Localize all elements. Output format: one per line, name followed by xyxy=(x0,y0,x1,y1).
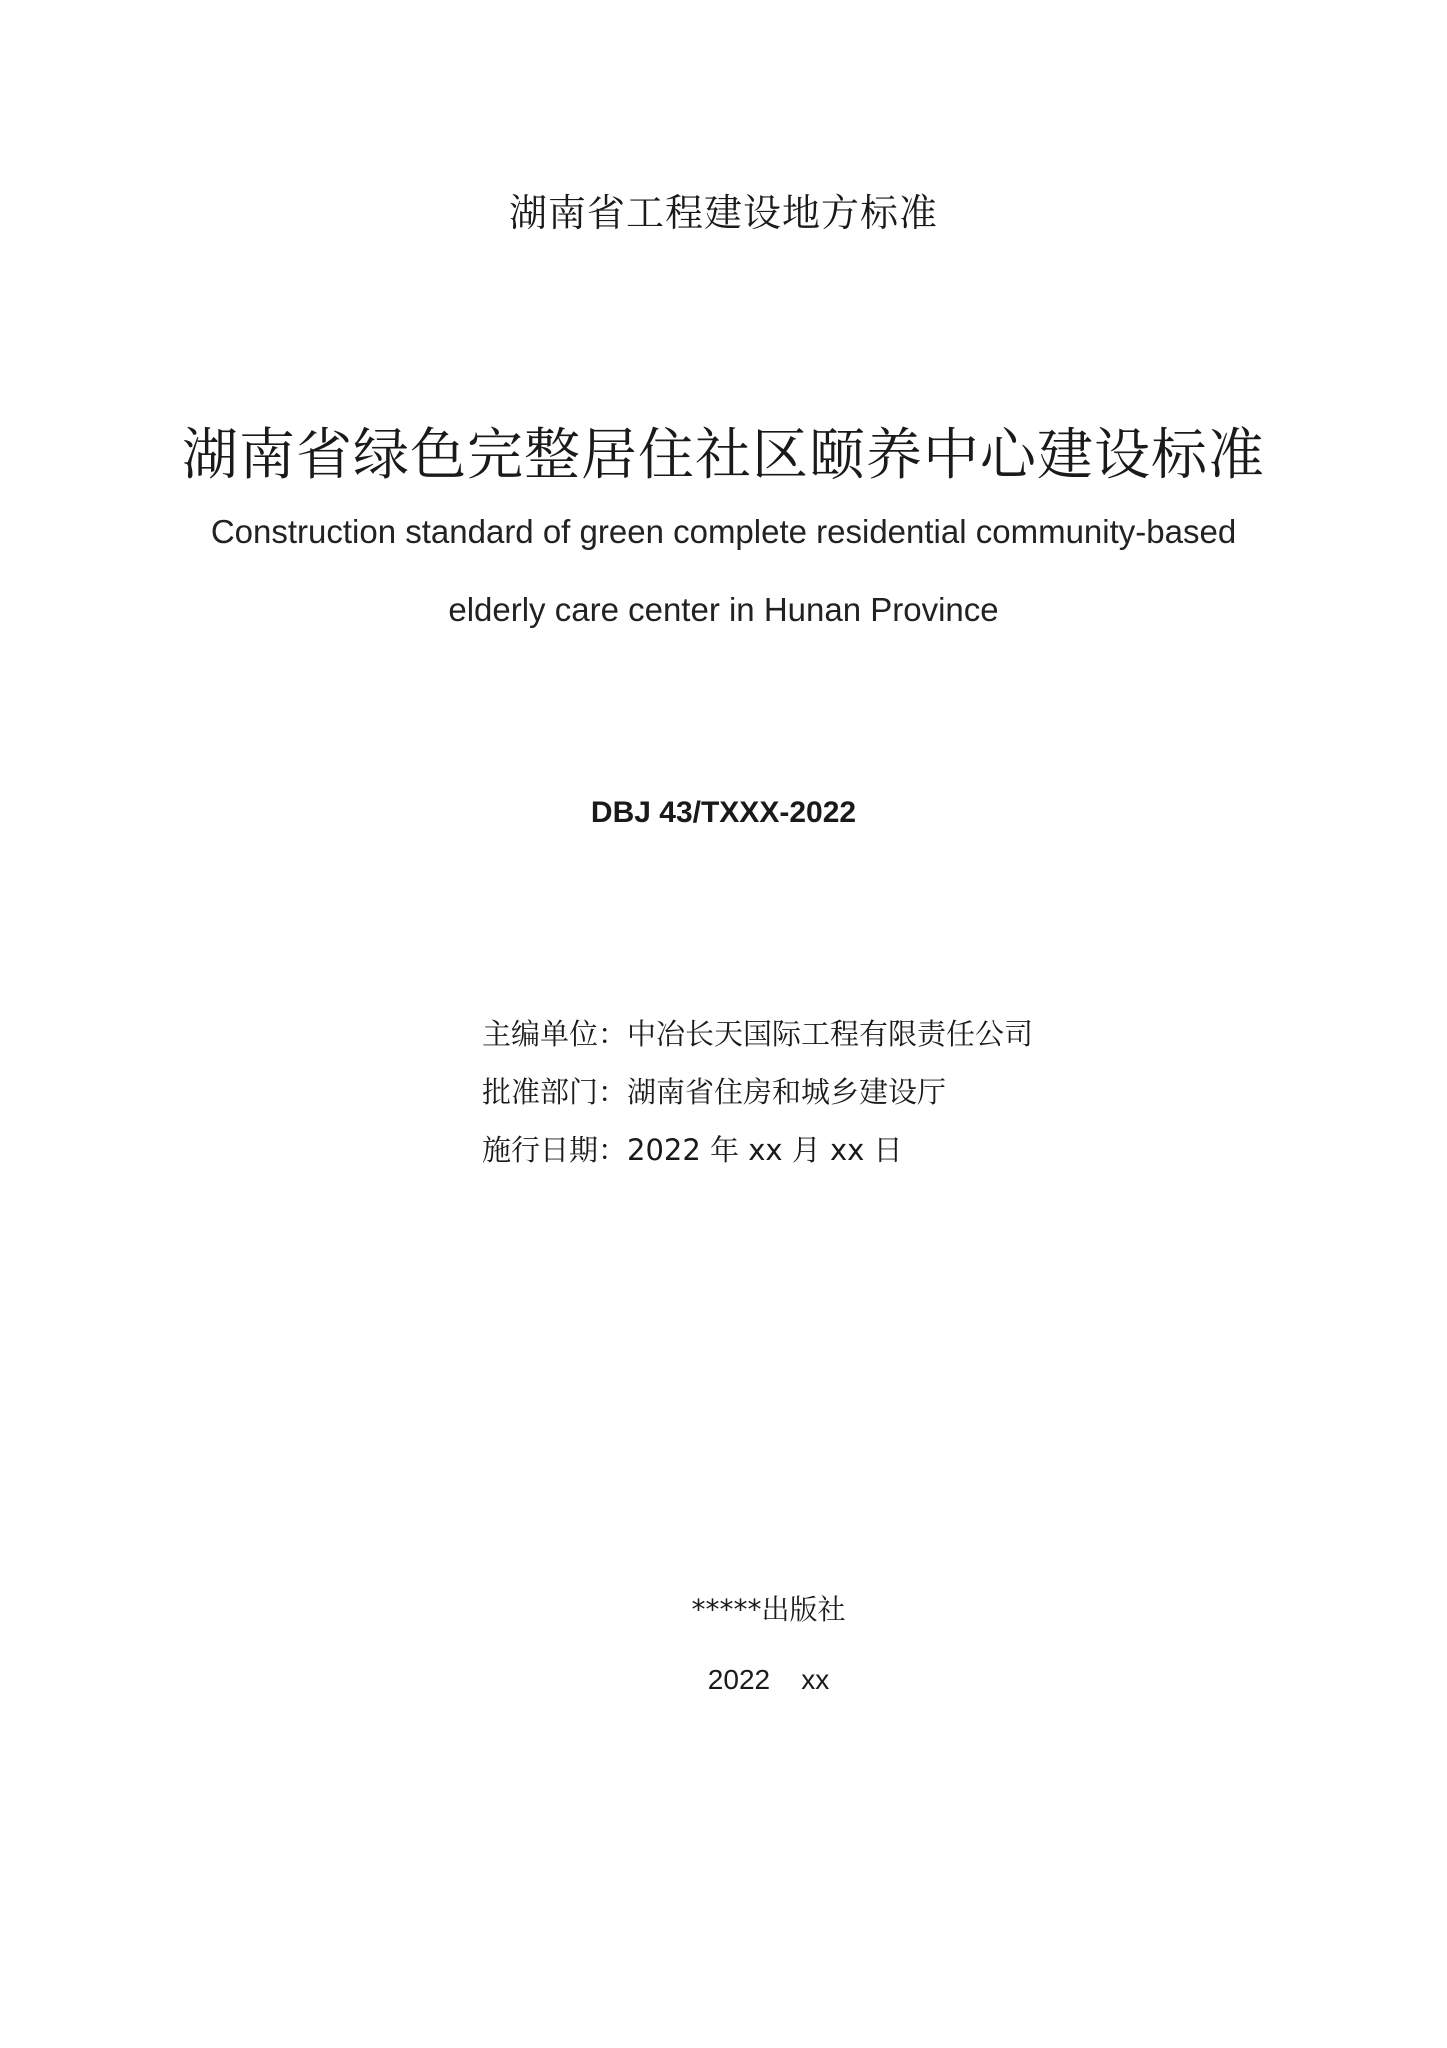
effective-value: 2022 年 xx 月 xx 日 xyxy=(627,1133,903,1167)
editor-value: 中冶长天国际工程有限责任公司 xyxy=(627,1017,1034,1051)
standard-category: 湖南省工程建设地方标准 xyxy=(508,191,938,235)
effective-label: 施行日期： xyxy=(482,1133,628,1167)
info-editor xyxy=(482,1005,1033,1063)
title-chinese: 湖南省绿色完整居住社区颐养中心建设标准 xyxy=(182,423,1265,488)
publish-date: 2022 xx xyxy=(707,1664,830,1695)
publisher: *****出版社 xyxy=(691,1593,846,1626)
editor-label: 主编单位： xyxy=(482,1017,628,1051)
info-effective-date xyxy=(482,1121,1033,1179)
info-approver xyxy=(482,1063,1033,1121)
approver-label: 批准部门： xyxy=(482,1075,628,1109)
title-english-line-1: Construction standard of green complete residential community-based xyxy=(210,513,1237,550)
approver-value: 湖南省住房和城乡建设厅 xyxy=(627,1075,947,1109)
standard-code: DBJ 43/TXXX-2022 xyxy=(590,796,857,829)
info-block xyxy=(482,1005,1033,1179)
title-english-line-2: elderly care center in Hunan Province xyxy=(448,591,999,628)
